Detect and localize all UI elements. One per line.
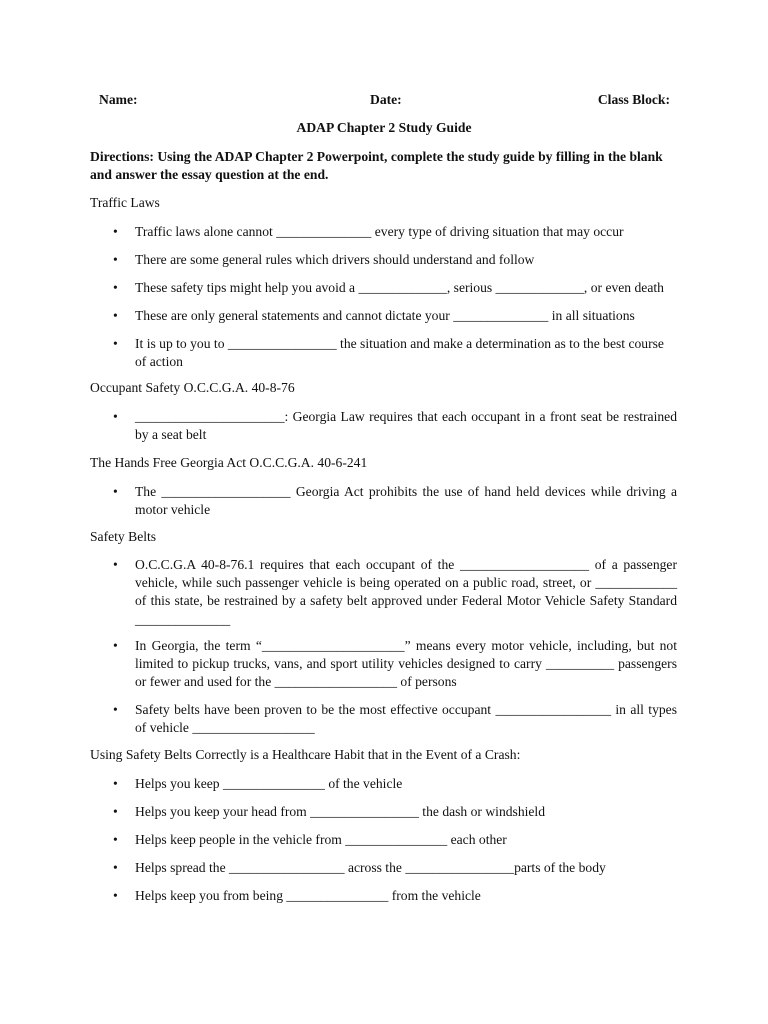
bullet-icon: • (113, 832, 118, 847)
class-block-label: Class Block: (597, 92, 670, 107)
bullet-icon: • (113, 860, 118, 875)
bullet-icon: • (113, 409, 118, 424)
list-item-text: O.C.C.G.A 40-8-76.1 requires that each occupant of the ___________________ of a passenger vehicle, while such passenger vehicle is being operated on a public road, street, or ____________ of this state, be restrained by a safety belt approved under Federal Motor Vehicle Safety Standard ______________ (135, 557, 677, 627)
bullet-icon: • (113, 336, 118, 351)
bullet-icon: • (113, 484, 118, 499)
list-item (113, 251, 677, 269)
list-item (113, 701, 677, 737)
list-item-text: Safety belts have been proven to be the most effective occupant _________________ in all types of vehicle __________________ (135, 702, 677, 736)
list-item-text: Helps you keep your head from ________________ the dash or windshield (135, 804, 546, 819)
list-item-text: There are some general rules which drivers should understand and follow (135, 252, 535, 267)
list-item-text: The ___________________ Georgia Act prohibits the use of hand held devices while driving a motor vehicle (135, 484, 677, 518)
section-heading-using-safety-belts: Using Safety Belts Correctly is a Healthcare Habit that in the Event of a Crash: (90, 747, 521, 762)
bullet-icon: • (113, 804, 118, 819)
section-heading-traffic-laws: Traffic Laws (90, 195, 160, 210)
list-item-text: ______________________: Georgia Law requires that each occupant in a front seat be restrained by a seat belt (135, 409, 677, 443)
bullet-icon: • (113, 252, 118, 267)
section-heading-safety-belts: Safety Belts (90, 529, 157, 544)
bullet-icon: • (113, 557, 118, 572)
list-item-text: Traffic laws alone cannot ______________ every type of driving situation that may occur (135, 224, 624, 239)
date-label: Date: (370, 92, 402, 107)
list-item (113, 279, 677, 297)
bullet-icon: • (113, 224, 118, 239)
bullet-icon: • (113, 638, 118, 653)
bullet-icon: • (113, 280, 118, 295)
list-item (113, 803, 677, 821)
student-info-header (99, 92, 670, 110)
list-item (113, 556, 677, 629)
list-item (113, 859, 677, 877)
list-item-text: Helps keep you from being _______________ from the vehicle (135, 888, 481, 903)
bullet-icon: • (113, 702, 118, 717)
list-item-text: Helps spread the _________________ across the ________________parts of the body (135, 860, 606, 875)
list-item (113, 775, 677, 793)
list-item-text: It is up to you to ________________ the situation and make a determination as to the best course of action (135, 336, 664, 370)
directions-text: Directions: Using the ADAP Chapter 2 Powerpoint, complete the study guide by filling in the blank and answer the essay question at the end. (90, 149, 663, 182)
name-label: Name: (99, 92, 138, 107)
document-title: ADAP Chapter 2 Study Guide (296, 120, 472, 135)
list-item (113, 483, 677, 519)
bullet-icon: • (113, 888, 118, 903)
list-item (113, 335, 677, 371)
bullet-icon: • (113, 776, 118, 791)
list-item-text: These safety tips might help you avoid a _____________, serious _____________, or even death (135, 280, 664, 295)
list-item-text: Helps you keep _______________ of the vehicle (135, 776, 403, 791)
list-item (113, 637, 677, 692)
list-item (113, 307, 677, 325)
list-item-text: Helps keep people in the vehicle from _______________ each other (135, 832, 507, 847)
section-heading-occupant-safety: Occupant Safety O.C.C.G.A. 40-8-76 (90, 380, 295, 395)
list-item-text: These are only general statements and cannot dictate your ______________ in all situations (135, 308, 635, 323)
list-item (113, 831, 677, 849)
section-heading-hands-free-act: The Hands Free Georgia Act O.C.C.G.A. 40-6-241 (90, 455, 368, 470)
list-item (113, 223, 677, 241)
list-item (113, 408, 677, 444)
bullet-icon: • (113, 308, 118, 323)
list-item (113, 887, 677, 905)
list-item-text: In Georgia, the term “_____________________” means every motor vehicle, including, but not limited to pickup trucks, vans, and sport utility vehicles designed to carry __________ passengers or fewer and used for the __________________ of persons (135, 638, 677, 690)
